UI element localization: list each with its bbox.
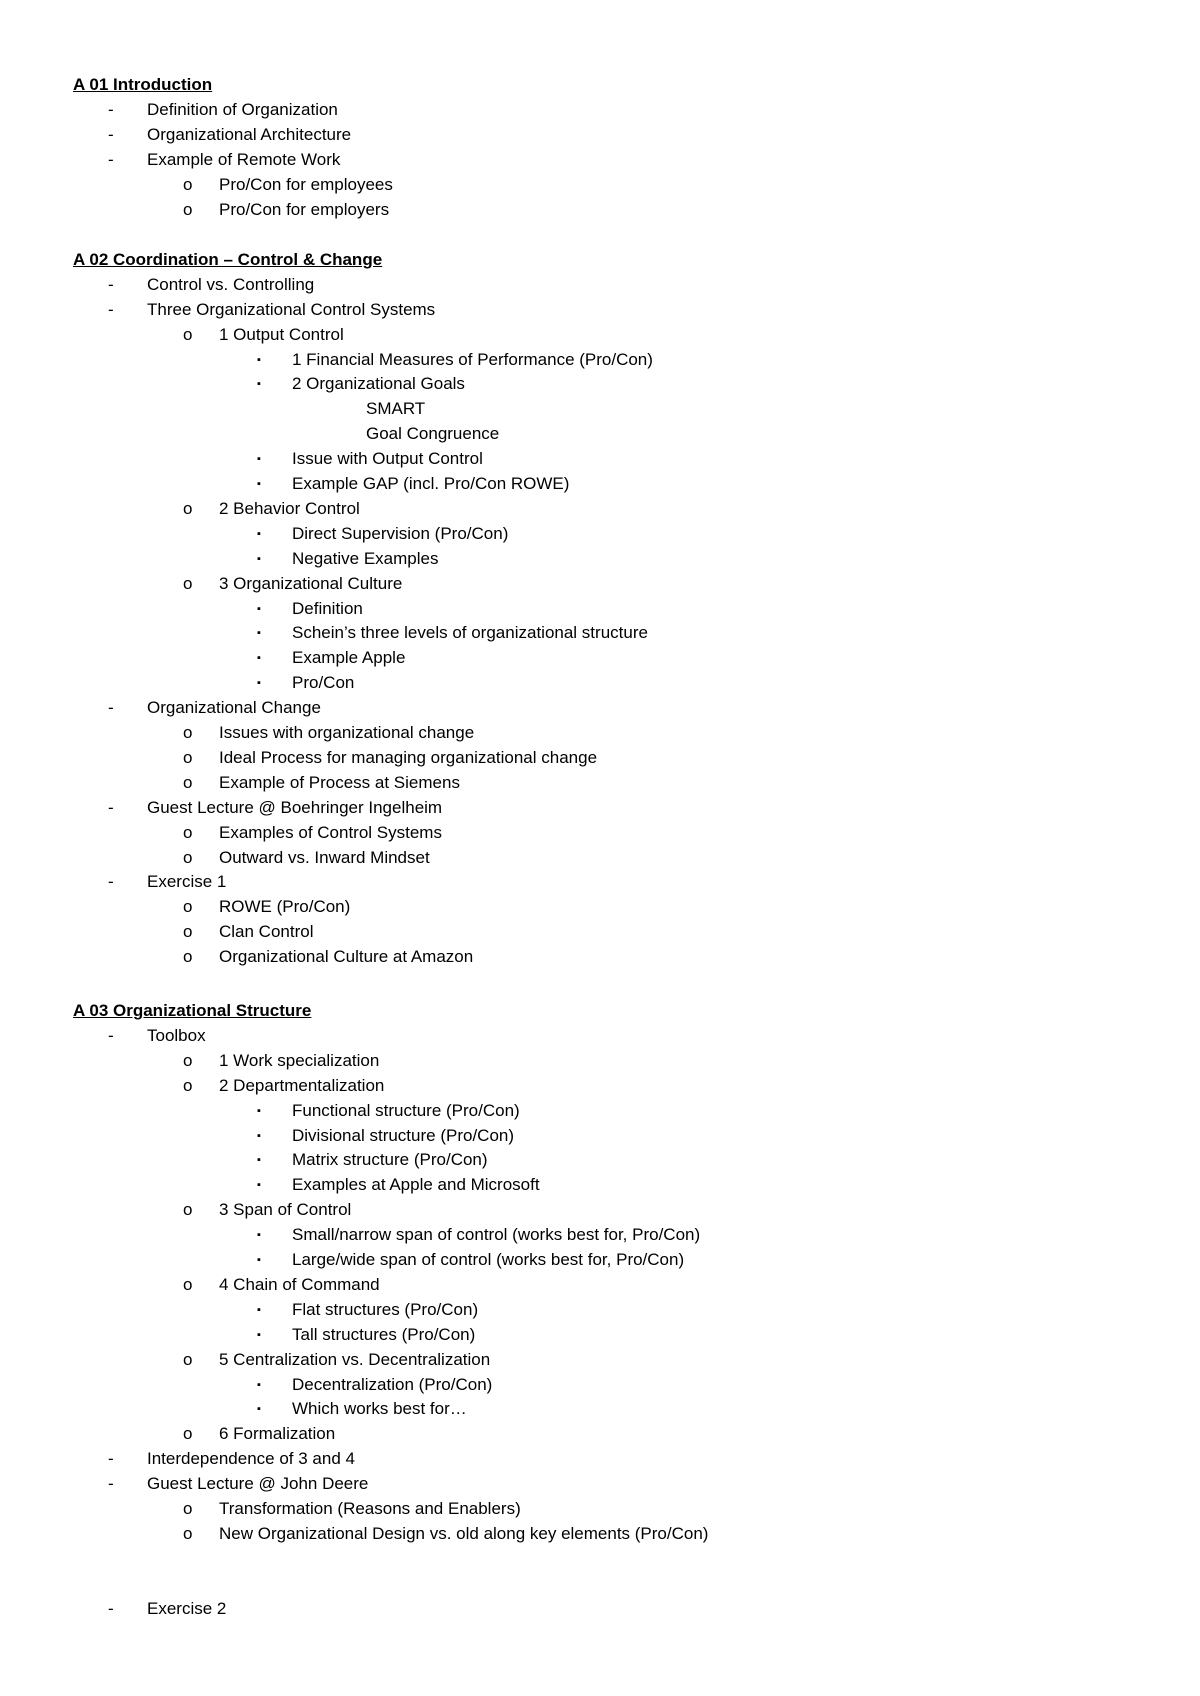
outline-item-text: Toolbox xyxy=(147,1026,206,1045)
outline-item-text: Pro/Con for employers xyxy=(219,200,390,219)
circle-bullet-icon: o xyxy=(183,1350,193,1369)
dash-bullet-icon: - xyxy=(108,125,114,144)
dash-bullet-icon: - xyxy=(108,100,114,119)
dash-bullet-icon: - xyxy=(108,1026,114,1045)
circle-bullet-icon: o xyxy=(183,1076,193,1095)
outline-item-text: Examples of Control Systems xyxy=(219,823,442,842)
outline-item-text: 2 Behavior Control xyxy=(219,499,360,518)
outline-item-text: Ideal Process for managing organizational change xyxy=(219,748,598,767)
outline-item-text: Exercise 1 xyxy=(147,872,227,891)
circle-bullet-icon: o xyxy=(183,1275,193,1294)
circle-bullet-icon: o xyxy=(183,574,193,593)
section-heading: A 02 Coordination – Control & Change xyxy=(73,250,383,269)
outline-item-text: Exercise 2 xyxy=(147,1599,227,1618)
outline-item-text: Example Apple xyxy=(292,648,406,667)
outline-item-text: Examples at Apple and Microsoft xyxy=(292,1175,540,1194)
outline-item-text: SMART xyxy=(366,399,426,418)
outline-item-text: 1 Financial Measures of Performance (Pro/Con) xyxy=(292,350,653,369)
circle-bullet-icon: o xyxy=(183,325,193,344)
outline-item-text: Three Organizational Control Systems xyxy=(147,300,436,319)
dash-bullet-icon: - xyxy=(108,798,114,817)
square-bullet-icon: ▪ xyxy=(257,1229,261,1241)
outline-item-text: 1 Output Control xyxy=(219,325,344,344)
dash-bullet-icon: - xyxy=(108,698,114,717)
outline-item-text: Schein’s three levels of organizational structure xyxy=(292,623,648,642)
dash-bullet-icon: - xyxy=(108,1449,114,1468)
circle-bullet-icon: o xyxy=(183,897,193,916)
circle-bullet-icon: o xyxy=(183,1524,193,1543)
square-bullet-icon: ▪ xyxy=(257,453,261,465)
outline-item-text: 4 Chain of Command xyxy=(219,1275,380,1294)
square-bullet-icon: ▪ xyxy=(257,478,261,490)
dash-bullet-icon: - xyxy=(108,872,114,891)
outline-item-text: Matrix structure (Pro/Con) xyxy=(292,1150,488,1169)
outline-item-text: Organizational Culture at Amazon xyxy=(219,947,474,966)
circle-bullet-icon: o xyxy=(183,499,193,518)
square-bullet-icon: ▪ xyxy=(257,1329,261,1341)
outline-item-text: Functional structure (Pro/Con) xyxy=(292,1101,520,1120)
square-bullet-icon: ▪ xyxy=(257,378,261,390)
outline-item-text: Divisional structure (Pro/Con) xyxy=(292,1126,515,1145)
square-bullet-icon: ▪ xyxy=(257,627,261,639)
outline-item-text: Tall structures (Pro/Con) xyxy=(292,1325,476,1344)
circle-bullet-icon: o xyxy=(183,1499,193,1518)
circle-bullet-icon: o xyxy=(183,200,193,219)
outline-item-text: Which works best for… xyxy=(292,1399,467,1418)
outline-item-text: Guest Lecture @ Boehringer Ingelheim xyxy=(147,798,443,817)
outline-item-text: Organizational Architecture xyxy=(147,125,352,144)
outline-item-text: Outward vs. Inward Mindset xyxy=(219,848,430,867)
square-bullet-icon: ▪ xyxy=(257,1403,261,1415)
section-heading: A 01 Introduction xyxy=(73,75,213,94)
outline-item-text: Decentralization (Pro/Con) xyxy=(292,1375,493,1394)
outline-item-text: ROWE (Pro/Con) xyxy=(219,897,351,916)
circle-bullet-icon: o xyxy=(183,1424,193,1443)
circle-bullet-icon: o xyxy=(183,723,193,742)
square-bullet-icon: ▪ xyxy=(257,1154,261,1166)
circle-bullet-icon: o xyxy=(183,922,193,941)
outline-item-text: Pro/Con xyxy=(292,673,355,692)
square-bullet-icon: ▪ xyxy=(257,652,261,664)
square-bullet-icon: ▪ xyxy=(257,677,261,689)
square-bullet-icon: ▪ xyxy=(257,1254,261,1266)
outline-item-text: Interdependence of 3 and 4 xyxy=(147,1449,355,1468)
dash-bullet-icon: - xyxy=(108,300,114,319)
outline-item-text: Large/wide span of control (works best for, Pro/Con) xyxy=(292,1250,685,1269)
square-bullet-icon: ▪ xyxy=(257,1105,261,1117)
dash-bullet-icon: - xyxy=(108,150,114,169)
outline-item-text: Transformation (Reasons and Enablers) xyxy=(219,1499,521,1518)
outline-item-text: Organizational Change xyxy=(147,698,321,717)
outline-item-text: Control vs. Controlling xyxy=(147,275,315,294)
outline-item-text: 3 Organizational Culture xyxy=(219,574,403,593)
outline-item-text: Goal Congruence xyxy=(366,424,500,443)
outline-item-text: 2 Organizational Goals xyxy=(292,374,465,393)
dash-bullet-icon: - xyxy=(108,275,114,294)
outline-item-text: 6 Formalization xyxy=(219,1424,336,1443)
square-bullet-icon: ▪ xyxy=(257,1130,261,1142)
square-bullet-icon: ▪ xyxy=(257,528,261,540)
outline-item-text: 3 Span of Control xyxy=(219,1200,352,1219)
dash-bullet-icon: - xyxy=(108,1599,114,1618)
outline-item-text: Direct Supervision (Pro/Con) xyxy=(292,524,509,543)
circle-bullet-icon: o xyxy=(183,748,193,767)
outline-item-text: Small/narrow span of control (works best for, Pro/Con) xyxy=(292,1225,701,1244)
circle-bullet-icon: o xyxy=(183,175,193,194)
square-bullet-icon: ▪ xyxy=(257,354,261,366)
circle-bullet-icon: o xyxy=(183,773,193,792)
outline-item-text: Definition of Organization xyxy=(147,100,338,119)
circle-bullet-icon: o xyxy=(183,823,193,842)
section-heading: A 03 Organizational Structure xyxy=(73,1001,312,1020)
square-bullet-icon: ▪ xyxy=(257,1379,261,1391)
outline-item-text: Guest Lecture @ John Deere xyxy=(147,1474,369,1493)
outline-item-text: Definition xyxy=(292,599,363,618)
outline-item-text: Issues with organizational change xyxy=(219,723,475,742)
outline-item-text: Clan Control xyxy=(219,922,314,941)
square-bullet-icon: ▪ xyxy=(257,1179,261,1191)
outline-item-text: Negative Examples xyxy=(292,549,439,568)
outline-item-text: Example GAP (incl. Pro/Con ROWE) xyxy=(292,474,570,493)
square-bullet-icon: ▪ xyxy=(257,1304,261,1316)
dash-bullet-icon: - xyxy=(108,1474,114,1493)
circle-bullet-icon: o xyxy=(183,848,193,867)
outline-item-text: New Organizational Design vs. old along key elements (Pro/Con) xyxy=(219,1524,709,1543)
circle-bullet-icon: o xyxy=(183,947,193,966)
circle-bullet-icon: o xyxy=(183,1051,193,1070)
outline-item-text: Example of Process at Siemens xyxy=(219,773,460,792)
circle-bullet-icon: o xyxy=(183,1200,193,1219)
outline-item-text: 2 Departmentalization xyxy=(219,1076,385,1095)
outline-item-text: Example of Remote Work xyxy=(147,150,341,169)
square-bullet-icon: ▪ xyxy=(257,553,261,565)
outline-item-text: Pro/Con for employees xyxy=(219,175,393,194)
square-bullet-icon: ▪ xyxy=(257,603,261,615)
outline-item-text: 5 Centralization vs. Decentralization xyxy=(219,1350,491,1369)
outline-item-text: Issue with Output Control xyxy=(292,449,483,468)
outline-item-text: Flat structures (Pro/Con) xyxy=(292,1300,479,1319)
outline-item-text: 1 Work specialization xyxy=(219,1051,380,1070)
